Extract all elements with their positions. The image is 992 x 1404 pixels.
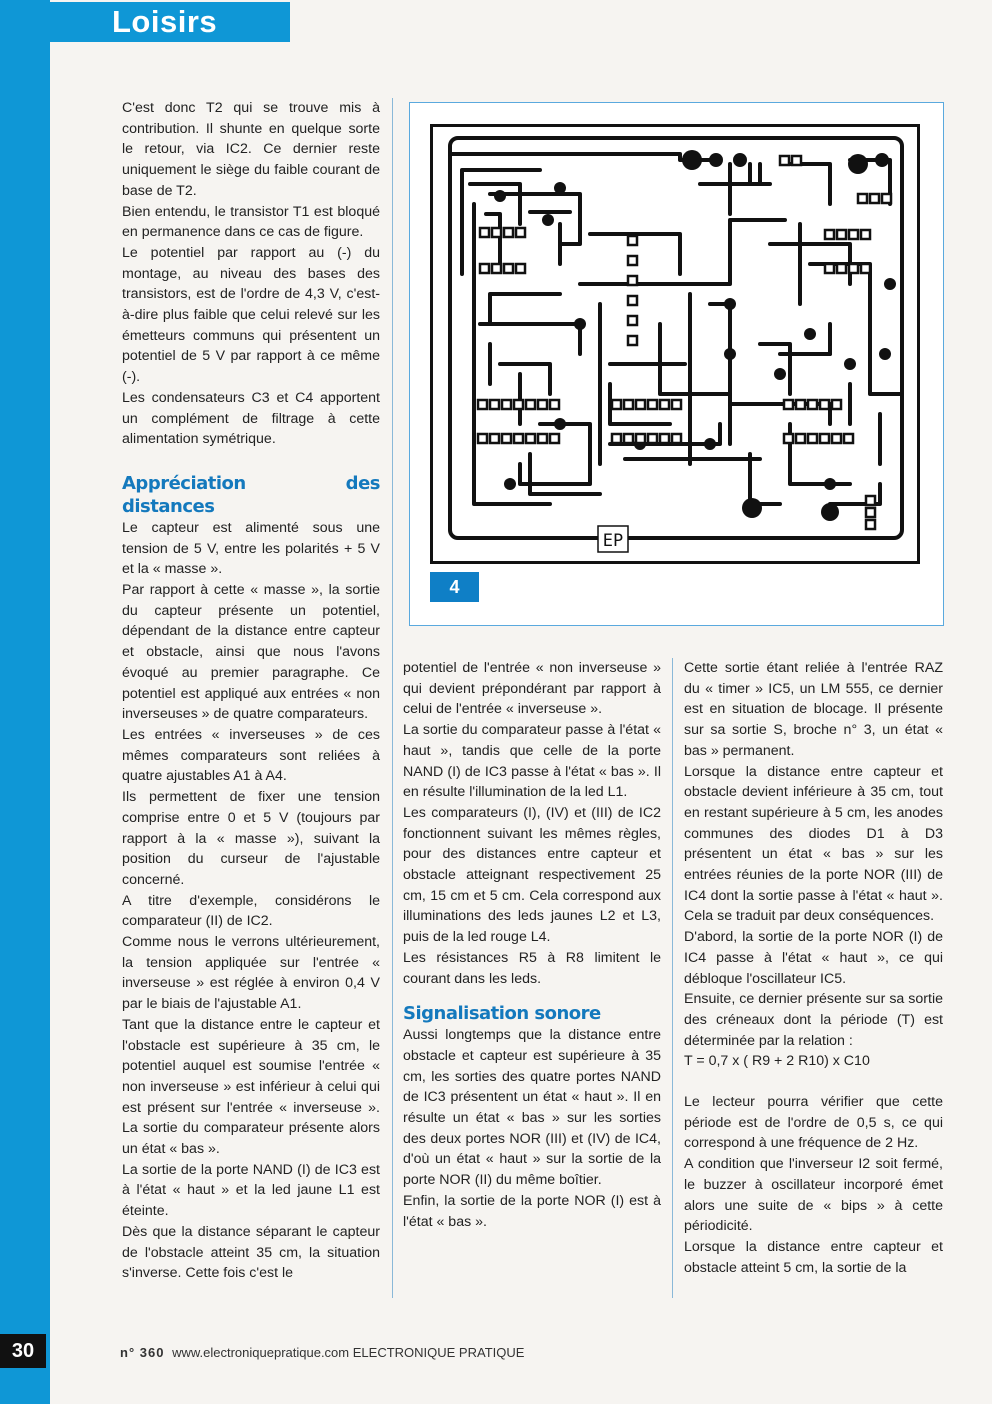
paragraph: Le potentiel par rapport au (-) du montage, au niveau des bases des transistors, est de l'ordre de 4,3 V, c'est-à-dire plus faible que celui relevé sur les émetteurs communs qui présentent un potentiel de 5 V par rapport à ce même (-).: [122, 244, 380, 386]
issue-number: n° 360: [120, 1345, 165, 1360]
column-rule: [672, 658, 673, 1298]
subheading: Signalisation sonore: [403, 1003, 601, 1025]
page-number: 30: [0, 1334, 46, 1368]
formula: T = 0,7 x ( R9 + 2 R10) x C10: [684, 1053, 870, 1070]
pcb-layout-diagram: [430, 124, 920, 564]
paragraph: Ils permettent de fixer une tension comprise entre 0 et 5 V (toujours par rapport à la « masse »), suivant la position du curseur de l'ajustable concerné.: [122, 789, 380, 888]
paragraph: Les résistances R5 à R8 limitent le courant dans les leds.: [403, 949, 661, 987]
left-color-band: [0, 0, 50, 1404]
paragraph: C'est donc T2 qui se trouve mis à contribution. Il shunte en quelque sorte le retour, via IC2. Ce dernier reste uniquement le siège du faible courant de base de T2.: [122, 100, 380, 199]
section-header: [0, 2, 290, 42]
paragraph: Comme nous le verrons ultérieurement, la tension appliquée sur l'entrée « inverseuse » est réglée à environ 0,4 V par le biais de l'ajustable A1.: [122, 934, 380, 1013]
paragraph: Lorsque la distance entre capteur et obstacle atteint 5 cm, la sortie de la: [684, 1238, 943, 1276]
magazine-name: ELECTRONIQUE PRATIQUE: [352, 1345, 525, 1360]
website-url: www.electroniquepratique.com: [172, 1345, 350, 1360]
paragraph: Le capteur est alimenté sous une tension de 5 V, entre les polarités + 5 V et la « masse ».: [122, 519, 380, 578]
subheading: Appréciation des distances: [122, 472, 380, 517]
paragraph: Tant que la distance entre le capteur et l'obstacle est supérieure à 35 cm, le potentiel auquel est soumise l'entrée « non inverseuse » est inférieur à celui qui est présent sur l'entrée « inverseuse ». La sortie du comparateur présente alors un état « bas ».: [122, 1016, 380, 1158]
section-title: Loisirs: [112, 4, 218, 39]
paragraph: Les condensateurs C3 et C4 apportent un complément de filtrage à cette alimentation symétrique.: [122, 389, 380, 448]
pcb-label: EP: [602, 531, 624, 551]
paragraph: Lorsque la distance entre capteur et obstacle devient inférieure à 35 cm, tout en restant supérieure à 5 cm, les anodes communes des diodes D1 à D3 présentent un état « bas » sur les entrées réunies de la porte NOR (III) de IC4 dont la sortie passe à l'état « haut ». Cela se traduit par deux conséquences.: [684, 763, 943, 925]
figure-number: 4: [430, 572, 479, 602]
paragraph: Par rapport à cette « masse », la sortie du capteur présente un potentiel, dépendant de la distance entre capteur et obstacle, ainsi que nous l'avons évoqué au premier paragraphe. Ce potentiel est appliqué aux entrées « non inverseuses » de quatre comparateurs.: [122, 582, 380, 723]
paragraph: La sortie de la porte NAND (I) de IC3 est à l'état « haut » et la led jaune L1 est éteinte.: [122, 1161, 380, 1220]
paragraph: Aussi longtemps que la distance entre obstacle et capteur est supérieure à 35 cm, les sorties des quatre portes NAND de IC3 présentent un état « haut ». Il en résulte un état « bas » sur les sorties des deux portes NOR (III) et (IV) de IC4, d'où un état « haut » sur la sortie de la porte NOR (II) du même boîtier.: [403, 1027, 661, 1189]
text-column-2: [403, 658, 661, 1232]
paragraph: potentiel de l'entrée « non inverseuse » qui devient prépondérant par rapport à celui de l'entrée « inverseuse ».: [403, 660, 661, 718]
paragraph: Dès que la distance séparant le capteur de l'obstacle atteint 35 cm, la situation s'inverse. Cette fois c'est le: [122, 1223, 380, 1282]
page-footer: [120, 1345, 524, 1360]
paragraph: Bien entendu, le transistor T1 est bloqué en permanence dans ce cas de figure.: [122, 203, 380, 241]
text-column-1: [122, 98, 380, 1284]
paragraph: Les entrées « inverseuses » de ces mêmes comparateurs sont reliées à quatre ajustables A1 à A4.: [122, 726, 380, 785]
paragraph: La sortie du comparateur passe à l'état « haut », tandis que celle de la porte NAND (I) de IC3 passe à l'état « bas ». Il en résulte l'illumination de la led L1.: [403, 722, 661, 801]
paragraph: Ensuite, ce dernier présente sur sa sortie des créneaux dont la période (T) est déterminée par la relation :: [684, 991, 943, 1049]
column-rule: [392, 98, 393, 1298]
paragraph: D'abord, la sortie de la porte NOR (I) de IC4 passe à l'état « haut », ce qui débloque l'oscillateur IC5.: [684, 929, 943, 987]
paragraph: A titre d'exemple, considérons le comparateur (II) de IC2.: [122, 892, 380, 930]
text-column-3: [684, 658, 943, 1278]
paragraph: Les comparateurs (I), (IV) et (III) de IC2 fonctionnent suivant les mêmes règles, pour des distances entre capteur et obstacle atteignant respectivement 25 cm, 15 cm et 5 cm. Cela correspond aux illuminations des leds jaunes L2 et L3, puis de la led rouge L4.: [403, 804, 661, 946]
paragraph: Enfin, la sortie de la porte NOR (I) est à l'état « bas ».: [403, 1192, 661, 1230]
paragraph: A condition que l'inverseur I2 soit fermé, le buzzer à oscillateur incorporé émet alors une suite de « bips » à cette périodicité.: [684, 1156, 943, 1235]
paragraph: Cette sortie étant reliée à l'entrée RAZ du « timer » IC5, un LM 555, ce dernier est en situation de blocage. Il présente sur sa sortie S, broche n° 3, un état « bas » permanent.: [684, 660, 943, 759]
paragraph: Le lecteur pourra vérifier que cette période est de l'ordre de 0,5 s, ce qui correspond à une fréquence de 2 Hz.: [684, 1094, 943, 1152]
